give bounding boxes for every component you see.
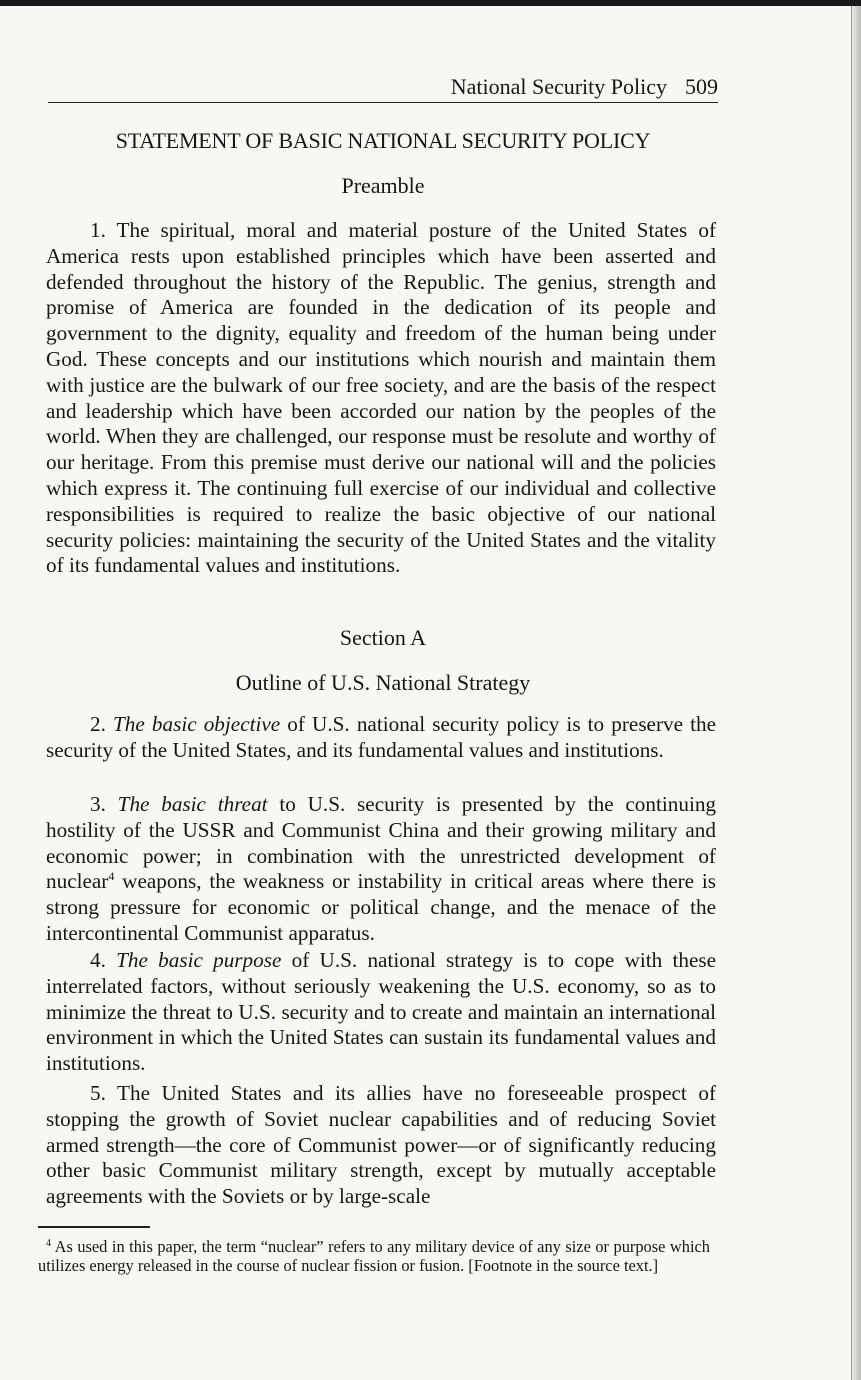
paragraph-4-term: The basic purpose: [116, 948, 282, 972]
running-header: [48, 72, 718, 103]
paragraph-3-text-a: to U.S. security is presented by the continuing hostility of the USSR and Communist China and their growing military and economic power; in combination with the unrestricted development of nuclear: [46, 792, 717, 894]
paragraph-2-number: 2.: [90, 712, 106, 736]
paragraph-3-text-b: weapons, the weakness or instability in critical areas where there is strong pressure for economic or political change, and the menace of the intercontinental Communist apparatus.: [46, 869, 717, 945]
paragraph-3: [46, 792, 716, 947]
footnote: [38, 1238, 710, 1276]
paragraph-4: [46, 948, 716, 1077]
page-number: 509: [685, 74, 718, 99]
page-top-edge: [0, 0, 861, 6]
preamble-heading: Preamble: [341, 173, 425, 198]
section-subheading: Outline of U.S. National Strategy: [235, 670, 531, 695]
footnote-mark: 4: [46, 1238, 51, 1249]
paragraph-2-text: of U.S. national security policy is to preserve the security of the United States, and its fundamental values and institutions.: [46, 712, 717, 762]
page-binding-edge: [851, 6, 861, 1380]
paragraph-1: 1. The spiritual, moral and material posture of the United States of America rests upon established principles which have been asserted and defended throughout the history of the Republic. The genius, strength and promise of America are founded in the dedication of its people and government to the dignity, equality and freedom of the human being under God. These concepts and our institutions which nourish and maintain them with justice are the bulwark of our free society, and are the basis of the respect and leadership which have been accorded our nation by the peoples of the world. When they are challenged, our response must be resolute and worthy of our heritage. From this premise must derive our national will and the policies which express it. The continuing full exercise of our individual and collective responsibilities is required to realize the basic objective of our national security policies: maintaining the security of the United States and the vitality of its fundamental values and institutions.: [46, 218, 716, 578]
footnote-separator: [38, 1226, 150, 1228]
running-title: National Security Policy: [450, 74, 667, 99]
paragraph-5: 5. The United States and its allies have no foreseeable prospect of stopping the growth of Soviet nuclear capabilities and of reducing Soviet armed strength—the core of Communist power—or of significantly reducing other basic Communist military strength, except by mutually acceptable agreements with the Soviets or by large-scale: [46, 1081, 716, 1209]
footnote-reference: 4: [108, 869, 115, 884]
paragraph-3-term: The basic threat: [117, 792, 268, 816]
paragraph-2: [46, 712, 716, 764]
paragraph-3-number: 3.: [90, 792, 106, 816]
section-heading: Section A: [339, 625, 427, 650]
document-title: STATEMENT OF BASIC NATIONAL SECURITY POLICY: [115, 128, 651, 153]
paragraph-4-number: 4.: [90, 948, 106, 972]
footnote-text: As used in this paper, the term “nuclear” refers to any military device of any size or purpose which utilizes energy released in the course of nuclear fission or fusion. [Footnote in the source text.]: [38, 1237, 710, 1275]
paragraph-4-text: of U.S. national strategy is to cope with these interrelated factors, without seriously weakening the U.S. economy, so as to minimize the threat to U.S. security and to create and maintain an international environment in which the United States can sustain its fundamental values and institutions.: [46, 948, 717, 1076]
paragraph-2-term: The basic objective: [113, 712, 281, 736]
